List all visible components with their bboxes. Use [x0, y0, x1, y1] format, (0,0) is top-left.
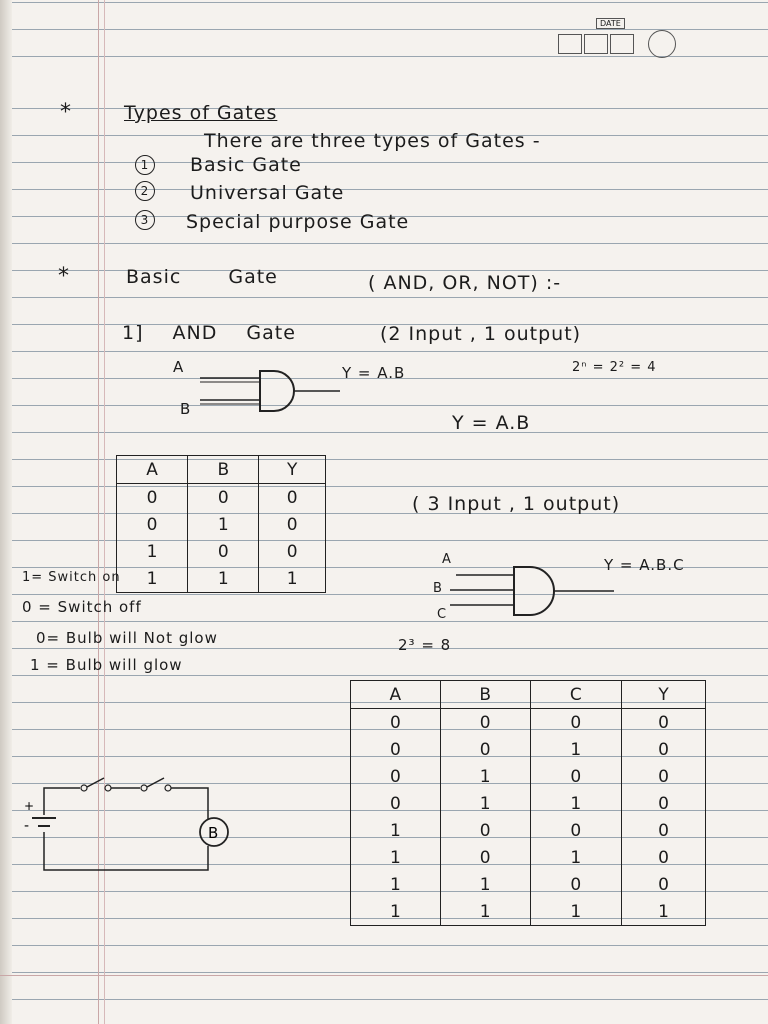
- column-header: A: [117, 456, 188, 484]
- switch-circuit-diagram: [18, 770, 248, 880]
- table-row: [117, 484, 326, 512]
- legend-switch-off: 0 = Switch off: [22, 598, 142, 616]
- table-cell: 0: [188, 484, 259, 512]
- column-header: Y: [259, 456, 326, 484]
- table-cell: 1: [530, 736, 621, 763]
- table-row: [351, 844, 706, 871]
- table-cell: 0: [440, 817, 530, 844]
- table-cell: 1: [622, 898, 706, 926]
- table-cell: 0: [622, 817, 706, 844]
- table-cell: 0: [440, 709, 530, 737]
- table-cell: 0: [530, 871, 621, 898]
- table-row: [117, 565, 326, 593]
- battery-plus: +: [24, 799, 35, 813]
- table-cell: 0: [622, 709, 706, 737]
- table-cell: 1: [440, 763, 530, 790]
- table-body: [117, 484, 326, 593]
- table-cell: 0: [188, 538, 259, 565]
- and-gate-output: Y = A.B: [342, 364, 406, 382]
- table-row: [351, 763, 706, 790]
- table-cell: 1: [351, 817, 441, 844]
- table-cell: 1: [440, 790, 530, 817]
- table-cell: 0: [351, 709, 441, 737]
- table-cell: 0: [622, 844, 706, 871]
- truth-table-3-input: [350, 680, 706, 926]
- combinations-2-input: 2ⁿ = 2² = 4: [572, 360, 657, 375]
- table-cell: 1: [117, 565, 188, 593]
- table-cell: 1: [530, 790, 621, 817]
- table-cell: 1: [351, 871, 441, 898]
- battery-minus: -: [24, 818, 30, 834]
- table-cell: 0: [622, 790, 706, 817]
- table-cell: 1: [530, 898, 621, 926]
- date-box: [548, 18, 680, 64]
- table-row: [351, 898, 706, 926]
- list-number: 1: [135, 155, 155, 175]
- truth-table-2-input: [116, 455, 326, 593]
- table-cell: 1: [117, 538, 188, 565]
- table-cell: 1: [188, 565, 259, 593]
- table-cell: 0: [259, 538, 326, 565]
- table-header-row: [351, 681, 706, 709]
- page-number-circle: [648, 30, 676, 58]
- table-row: [351, 871, 706, 898]
- column-header: C: [530, 681, 621, 709]
- table-row: [351, 817, 706, 844]
- and-gate-symbol: [200, 368, 350, 418]
- list-item: Special purpose Gate: [186, 211, 410, 233]
- table-row: [351, 736, 706, 763]
- combinations-3-input: 2³ = 8: [398, 636, 452, 654]
- table-cell: 0: [351, 736, 441, 763]
- table-cell: 0: [117, 484, 188, 512]
- bullet-star: *: [60, 100, 72, 125]
- table-cell: 1: [188, 511, 259, 538]
- bulb-symbol: B: [208, 824, 219, 842]
- table-body: [351, 709, 706, 926]
- table-cell: 1: [440, 871, 530, 898]
- list-number: 3: [135, 210, 155, 230]
- table-row: [351, 709, 706, 737]
- list-item: Basic Gate: [190, 154, 302, 176]
- table-cell: 0: [530, 709, 621, 737]
- table-cell: 0: [622, 763, 706, 790]
- date-cell: [584, 34, 608, 54]
- table-cell: 0: [622, 736, 706, 763]
- table-cell: 0: [530, 763, 621, 790]
- column-header: B: [440, 681, 530, 709]
- table-cell: 0: [351, 763, 441, 790]
- legend-bulb-not-glow: 0= Bulb will Not glow: [36, 629, 218, 647]
- date-cell: [610, 34, 634, 54]
- table-cell: 0: [259, 484, 326, 512]
- column-header: Y: [622, 681, 706, 709]
- table-cell: 1: [351, 898, 441, 926]
- table-cell: 1: [259, 565, 326, 593]
- input-b-label: B: [180, 400, 192, 418]
- section-title: Basic Gate: [126, 266, 278, 288]
- input-c-label: C: [437, 607, 448, 622]
- table-cell: 0: [351, 790, 441, 817]
- list-item: Universal Gate: [190, 182, 345, 204]
- table-cell: 0: [440, 736, 530, 763]
- and-gate-heading: 1] AND Gate: [122, 322, 296, 344]
- table-row: [117, 538, 326, 565]
- table-cell: 1: [530, 844, 621, 871]
- bottom-margin-line: [0, 975, 768, 976]
- input-b-label: B: [433, 581, 443, 596]
- column-header: A: [351, 681, 441, 709]
- date-label: DATE: [596, 18, 625, 29]
- input-a-label: A: [442, 552, 452, 567]
- date-cell: [558, 34, 582, 54]
- table-cell: 0: [440, 844, 530, 871]
- column-header: B: [188, 456, 259, 484]
- table-row: [117, 511, 326, 538]
- legend-switch-on: 1= Switch on: [22, 570, 121, 585]
- section-title: Types of Gates: [124, 102, 278, 124]
- intro-text: There are three types of Gates -: [204, 130, 541, 152]
- legend-bulb-glow: 1 = Bulb will glow: [30, 656, 183, 674]
- and-equation: Y = A.B: [452, 412, 531, 434]
- input-a-label: A: [173, 358, 185, 376]
- table-cell: 0: [622, 871, 706, 898]
- table-cell: 0: [117, 511, 188, 538]
- table-cell: 1: [440, 898, 530, 926]
- and-gate-io: (2 Input , 1 output): [380, 323, 582, 345]
- list-number: 2: [135, 181, 155, 201]
- table-cell: 0: [530, 817, 621, 844]
- table-row: [351, 790, 706, 817]
- section-subtitle: ( AND, OR, NOT) :-: [368, 272, 562, 294]
- bullet-star: *: [58, 264, 70, 289]
- three-input-output: Y = A.B.C: [604, 556, 685, 574]
- table-cell: 1: [351, 844, 441, 871]
- three-input-and-gate-symbol: [444, 563, 624, 619]
- table-header-row: [117, 456, 326, 484]
- three-input-io: ( 3 Input , 1 output): [412, 493, 621, 515]
- table-cell: 0: [259, 511, 326, 538]
- page-binding: [0, 0, 12, 1024]
